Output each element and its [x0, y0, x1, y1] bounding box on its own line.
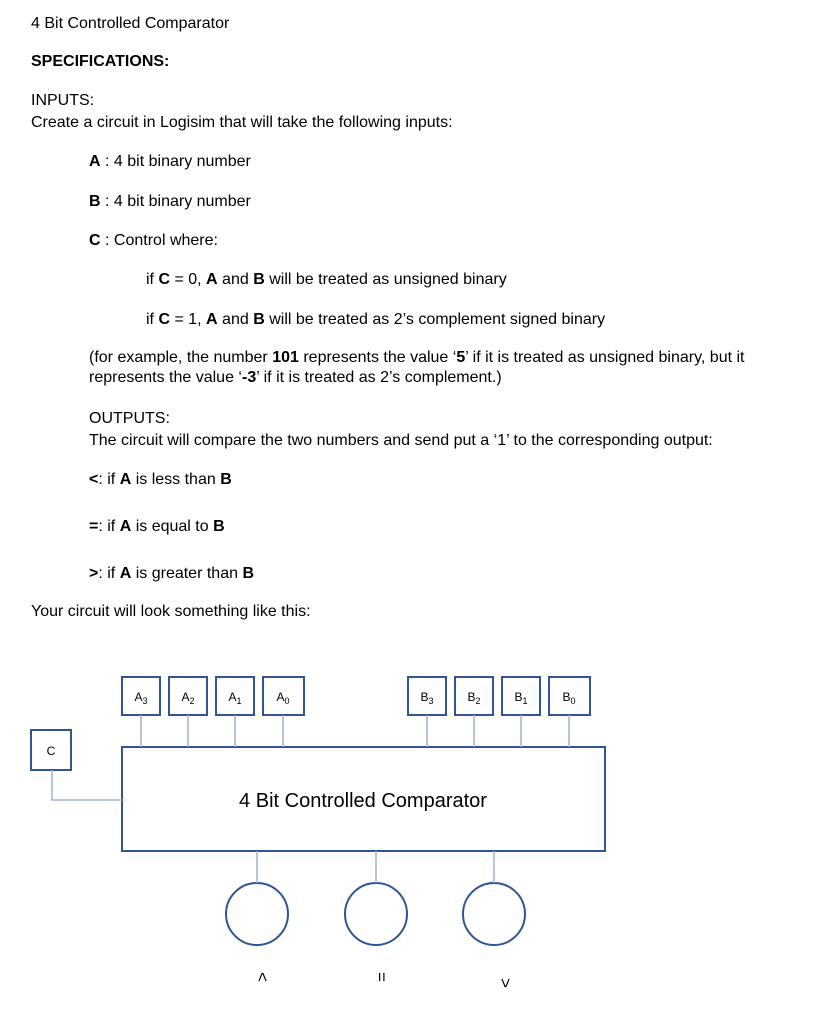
text-fragment: A	[119, 471, 132, 488]
text-fragment: will be treated as 2’s complement signed binary	[264, 311, 606, 328]
specifications-heading: SPECIFICATIONS:	[31, 53, 170, 70]
label-a0: $A_0$	[276, 690, 290, 706]
wire-control	[52, 770, 122, 800]
output-lt-circle	[226, 883, 288, 945]
text-fragment: = 0,	[170, 271, 207, 288]
text-fragment: if	[107, 565, 120, 582]
text-fragment: A	[119, 518, 132, 535]
text-fragment: ’ if it is treated as unsigned binary, but it represents the value ‘	[89, 349, 745, 386]
text-fragment: is greater than	[131, 565, 243, 582]
label-b2: $B_2$	[467, 690, 481, 706]
comparator-block-label: 4 Bit Controlled Comparator	[239, 790, 487, 812]
text-fragment: B	[213, 518, 225, 535]
text-fragment: <	[89, 471, 99, 488]
text-fragment: :	[98, 565, 103, 582]
label-a2: $A_2$	[181, 690, 195, 706]
text-fragment: ’ if it is treated as 2’s complement.)	[256, 369, 502, 386]
text-fragment: and	[217, 271, 254, 288]
text-fragment: A	[119, 565, 132, 582]
text-fragment: >	[89, 565, 99, 582]
text-fragment: A	[206, 271, 218, 288]
input-c-desc: Control where:	[113, 232, 218, 249]
text-fragment: if	[146, 311, 159, 328]
text-fragment: is equal to	[131, 518, 214, 535]
closing-text: Your circuit will look something like this:	[31, 603, 311, 620]
text-fragment: if	[107, 471, 120, 488]
input-c-sep: :	[105, 232, 110, 249]
text-fragment: B	[242, 565, 254, 582]
text-fragment: B	[220, 471, 232, 488]
input-b-key: B	[89, 193, 101, 210]
label-a1: $A_1$	[228, 690, 242, 706]
label-b0: $B_0$	[562, 690, 576, 706]
text-fragment: represents the value ‘	[298, 349, 457, 366]
text-fragment: = 1,	[170, 311, 207, 328]
text-fragment: C	[158, 311, 171, 328]
text-fragment: A	[206, 311, 218, 328]
output-label-gt: >	[496, 978, 515, 988]
text-fragment: -3	[241, 369, 257, 386]
output-label-lt: <	[253, 972, 272, 982]
text-fragment: B	[253, 271, 265, 288]
text-fragment: 101	[272, 349, 299, 366]
text-fragment: if	[107, 518, 120, 535]
text-fragment: C	[158, 271, 171, 288]
inputs-intro: Create a circuit in Logisim that will take the following inputs:	[31, 114, 453, 131]
text-fragment: is less than	[131, 471, 221, 488]
label-b1: $B_1$	[514, 690, 528, 706]
text-fragment: will be treated as unsigned binary	[264, 271, 507, 288]
output-eq-circle	[345, 883, 407, 945]
text-fragment: (for example, the number	[89, 349, 273, 366]
text-fragment: B	[253, 311, 265, 328]
output-label-eq: =	[372, 972, 391, 982]
document-title: 4 Bit Controlled Comparator	[31, 15, 230, 32]
text-fragment: :	[98, 518, 103, 535]
text-fragment: :	[98, 471, 103, 488]
output-gt-circle	[463, 883, 525, 945]
input-b-sep: :	[105, 193, 110, 210]
input-b-desc: 4 bit binary number	[113, 193, 251, 210]
label-b3: $B_3$	[420, 690, 434, 706]
input-c-key: C	[89, 232, 101, 249]
input-a-sep: :	[105, 153, 110, 170]
outputs-heading: OUTPUTS:	[89, 410, 170, 427]
inputs-heading: INPUTS:	[31, 92, 95, 109]
label-a3: $A_3$	[134, 690, 148, 706]
input-a-key: A	[89, 153, 101, 170]
text-fragment: =	[89, 518, 99, 535]
input-a-desc: 4 bit binary number	[113, 153, 251, 170]
label-control: C	[46, 744, 56, 758]
text-fragment: and	[217, 311, 254, 328]
outputs-intro: The circuit will compare the two numbers and send put a ‘1’ to the corresponding output:	[89, 432, 713, 449]
text-fragment: 5	[456, 349, 466, 366]
text-fragment: if	[146, 271, 159, 288]
